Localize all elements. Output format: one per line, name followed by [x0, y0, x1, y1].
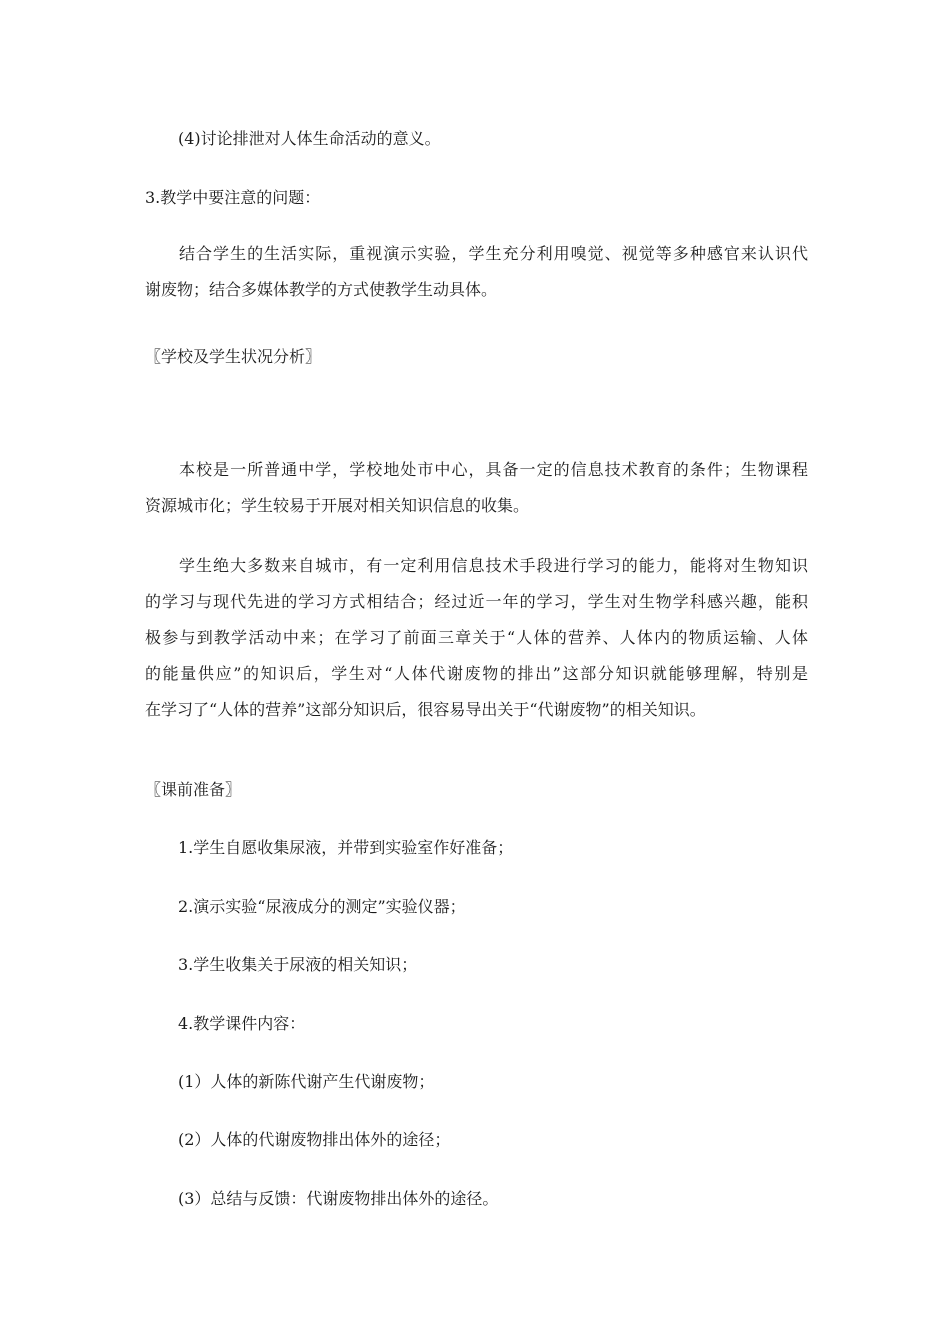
- paragraph-line: 资源城市化；学生较易于开展对相关知识信息的收集。: [145, 496, 530, 515]
- paragraph-line: 本校是一所普通中学，学校地处市中心，具备一定的信息技术教育的条件；生物课程: [179, 460, 808, 479]
- courseware-item: (3）总结与反馈：代谢废物排出体外的途径。: [178, 1189, 499, 1208]
- section-3-heading: 3.教学中要注意的问题：: [145, 188, 321, 207]
- courseware-item: (2）人体的代谢废物排出体外的途径；: [178, 1130, 451, 1149]
- school-paragraph: [145, 454, 808, 522]
- paragraph-line: 结合学生的生活实际，重视演示实验，学生充分利用嗅觉、视觉等多种感官来认识代: [179, 244, 808, 263]
- students-paragraph: [145, 550, 808, 726]
- teaching-note-paragraph: [145, 238, 808, 306]
- prep-item: 2.演示实验“尿液成分的测定”实验仪器；: [178, 897, 466, 916]
- paragraph-line: 极参与到教学活动中来；在学习了前面三章关于“人体的营养、人体内的物质运输、人体: [145, 628, 808, 647]
- prep-item: 4.教学课件内容：: [178, 1014, 306, 1033]
- paragraph-line: 在学习了“人体的营养”这部分知识后，很容易导出关于“代谢废物”的相关知识。: [145, 700, 706, 719]
- paragraph-line: 谢废物；结合多媒体教学的方式使教学生动具体。: [145, 280, 498, 299]
- paragraph-line: 的能量供应”的知识后，学生对“人体代谢废物的排出”这部分知识就能够理解，特别是: [145, 664, 808, 683]
- prep-item: 1.学生自愿收集尿液，并带到实验室作好准备；: [178, 838, 514, 857]
- discussion-item-4: (4)讨论排泄对人体生命活动的意义。: [178, 129, 441, 148]
- paragraph-line: 的学习与现代先进的学习方式相结合；经过近一年的学习，学生对生物学科感兴趣，能积: [145, 592, 808, 611]
- preparation-heading: 〖课前准备〗: [145, 780, 242, 799]
- school-analysis-heading: 〖学校及学生状况分析〗: [145, 347, 322, 366]
- paragraph-line: 学生绝大多数来自城市，有一定利用信息技术手段进行学习的能力，能将对生物知识: [179, 556, 808, 575]
- prep-item: 3.学生收集关于尿液的相关知识；: [178, 955, 418, 974]
- courseware-item: (1）人体的新陈代谢产生代谢废物；: [178, 1072, 435, 1091]
